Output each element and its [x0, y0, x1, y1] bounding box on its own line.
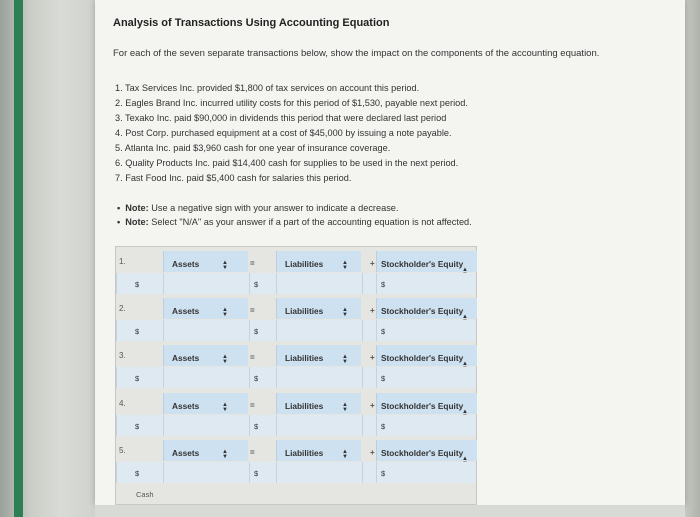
equation-row	[116, 296, 476, 343]
dropdown-icon[interactable]: ▲ ▼	[222, 260, 228, 271]
spacer-cell	[362, 462, 377, 483]
cash-label: Cash	[136, 490, 154, 499]
liabilities-header: Liabilities	[285, 353, 324, 364]
asset-input-2[interactable]	[249, 415, 277, 436]
dropdown-icon[interactable]: ▲	[462, 455, 468, 462]
liabilities-input[interactable]	[276, 320, 363, 341]
liabilities-header: Liabilities	[285, 259, 324, 269]
equation-row	[116, 438, 476, 485]
spacer-cell	[362, 415, 377, 436]
dropdown-icon[interactable]: ▲ ▼	[342, 448, 348, 460]
dropdown-icon[interactable]: ▲ ▼	[342, 401, 348, 413]
value-row	[116, 415, 476, 436]
plus-sign: +	[370, 400, 375, 410]
transaction-item: 5. Atlanta Inc. paid $3,960 cash for one year of insurance coverage.	[115, 143, 391, 153]
asset-input-2[interactable]	[249, 462, 277, 483]
cash-input[interactable]	[116, 320, 164, 341]
assets-header: Assets	[172, 353, 200, 364]
background-green-bar	[14, 0, 23, 517]
cash-input[interactable]	[116, 462, 164, 483]
dollar-sign: $	[254, 468, 259, 478]
plus-sign: +	[370, 259, 375, 268]
liabilities-input[interactable]	[276, 462, 363, 483]
dropdown-icon[interactable]: ▲	[462, 314, 468, 321]
spacer-cell	[362, 320, 377, 341]
dollar-sign: $	[254, 374, 259, 384]
dollar-sign: $	[381, 374, 386, 384]
problem-panel	[95, 0, 685, 505]
dollar-sign: $	[381, 327, 386, 337]
note-item	[117, 201, 472, 215]
dollar-sign: $	[254, 327, 259, 337]
dropdown-icon[interactable]: ▲ ▼	[342, 354, 348, 366]
value-row	[116, 273, 476, 294]
row-number: 3.	[119, 351, 126, 361]
equation-row	[116, 343, 476, 390]
accounting-equation-table	[115, 246, 477, 505]
liabilities-input[interactable]	[276, 415, 363, 436]
equity-header: Stockholder's Equity	[381, 259, 464, 269]
spacer-cell	[362, 273, 377, 294]
dropdown-icon[interactable]: ▲ ▼	[222, 401, 228, 413]
asset-input-2[interactable]	[249, 320, 277, 341]
dollar-sign: $	[135, 468, 140, 478]
row-number: 4.	[119, 398, 126, 408]
plus-sign: +	[370, 353, 375, 363]
dollar-sign: $	[381, 468, 386, 478]
equals-sign: =	[250, 353, 255, 363]
equity-input[interactable]	[376, 273, 477, 294]
liabilities-input[interactable]	[276, 273, 363, 294]
notes-list	[117, 201, 472, 229]
equals-sign: =	[250, 259, 255, 268]
transaction-item: 1. Tax Services Inc. provided $1,800 of tax services on account this period.	[115, 83, 420, 93]
liabilities-header: Liabilities	[285, 447, 324, 458]
transaction-item: 3. Texako Inc. paid $90,000 in dividends this period that were declared last period	[115, 113, 447, 123]
assets-header: Assets	[172, 400, 200, 411]
value-row	[116, 462, 476, 483]
dropdown-icon[interactable]: ▲	[462, 267, 468, 273]
dollar-sign: $	[135, 421, 140, 431]
dropdown-icon[interactable]: ▲ ▼	[222, 307, 228, 319]
assets-header: Assets	[172, 447, 200, 458]
dollar-sign: $	[135, 280, 140, 289]
row-number: 1.	[119, 257, 126, 266]
asset-input-2[interactable]	[249, 273, 277, 294]
dropdown-icon[interactable]: ▲	[462, 361, 468, 368]
equals-sign: =	[250, 306, 255, 316]
note-text: Select "N/A" as your answer if a part of the accounting equation is not affected.	[151, 217, 472, 227]
dropdown-icon[interactable]: ▲ ▼	[342, 307, 348, 319]
plus-sign: +	[370, 447, 375, 457]
note-label: Note:	[125, 203, 149, 213]
row-number: 5.	[119, 445, 126, 455]
assets-header: Assets	[172, 306, 200, 317]
note-label: Note:	[125, 217, 149, 227]
dollar-sign: $	[381, 421, 386, 431]
liabilities-header: Liabilities	[285, 400, 324, 411]
dollar-sign: $	[254, 280, 259, 289]
note-text: Use a negative sign with your answer to indicate a decrease.	[151, 203, 399, 213]
assets-input[interactable]	[163, 462, 250, 483]
equity-input[interactable]	[376, 320, 477, 341]
dollar-sign: $	[135, 327, 140, 337]
equals-sign: =	[250, 400, 255, 410]
assets-header: Assets	[172, 259, 200, 269]
cash-input[interactable]	[116, 415, 164, 436]
spacer-cell	[362, 367, 377, 388]
value-row	[116, 367, 476, 388]
liabilities-input[interactable]	[276, 367, 363, 388]
transaction-item: 6. Quality Products Inc. paid $14,400 cash for supplies to be used in the next period.	[115, 158, 459, 168]
assets-input[interactable]	[163, 367, 250, 388]
equity-header: Stockholder's Equity	[381, 353, 464, 364]
transaction-item: 2. Eagles Brand Inc. incurred utility costs for this period of $1,530, payable next period.	[115, 98, 468, 108]
equation-row	[116, 391, 476, 438]
problem-title: Analysis of Transactions Using Accounting Equation	[113, 17, 390, 29]
dropdown-icon[interactable]: ▲ ▼	[222, 448, 228, 460]
equity-input[interactable]	[376, 462, 477, 483]
assets-input[interactable]	[163, 320, 250, 341]
liabilities-header: Liabilities	[285, 306, 324, 317]
equals-sign: =	[250, 447, 255, 457]
equity-input[interactable]	[376, 367, 477, 388]
equity-header: Stockholder's Equity	[381, 447, 464, 458]
cash-input[interactable]	[116, 273, 164, 294]
dollar-sign: $	[135, 374, 140, 384]
dollar-sign: $	[254, 421, 259, 431]
note-item	[117, 215, 472, 229]
asset-input-2[interactable]	[249, 367, 277, 388]
background-bottom	[95, 505, 685, 517]
assets-input[interactable]	[163, 415, 250, 436]
equation-row	[116, 249, 476, 296]
dollar-sign: $	[381, 280, 386, 289]
value-row	[116, 320, 476, 341]
assets-input[interactable]	[163, 273, 250, 294]
cash-input[interactable]	[116, 367, 164, 388]
equity-input[interactable]	[376, 415, 477, 436]
plus-sign: +	[370, 306, 375, 316]
transaction-list	[115, 81, 468, 186]
equity-header: Stockholder's Equity	[381, 400, 464, 411]
equity-header: Stockholder's Equity	[381, 306, 464, 317]
dropdown-icon[interactable]: ▲ ▼	[342, 260, 348, 271]
row-number: 2.	[119, 304, 126, 314]
transaction-item: 7. Fast Food Inc. paid $5,400 cash for salaries this period.	[115, 173, 352, 183]
problem-intro: For each of the seven separate transactions below, show the impact on the components of the accounting equation.	[113, 48, 600, 59]
dropdown-icon[interactable]: ▲	[462, 408, 468, 415]
transaction-item: 4. Post Corp. purchased equipment at a cost of $45,000 by issuing a note payable.	[115, 128, 452, 138]
dropdown-icon[interactable]: ▲ ▼	[222, 354, 228, 366]
